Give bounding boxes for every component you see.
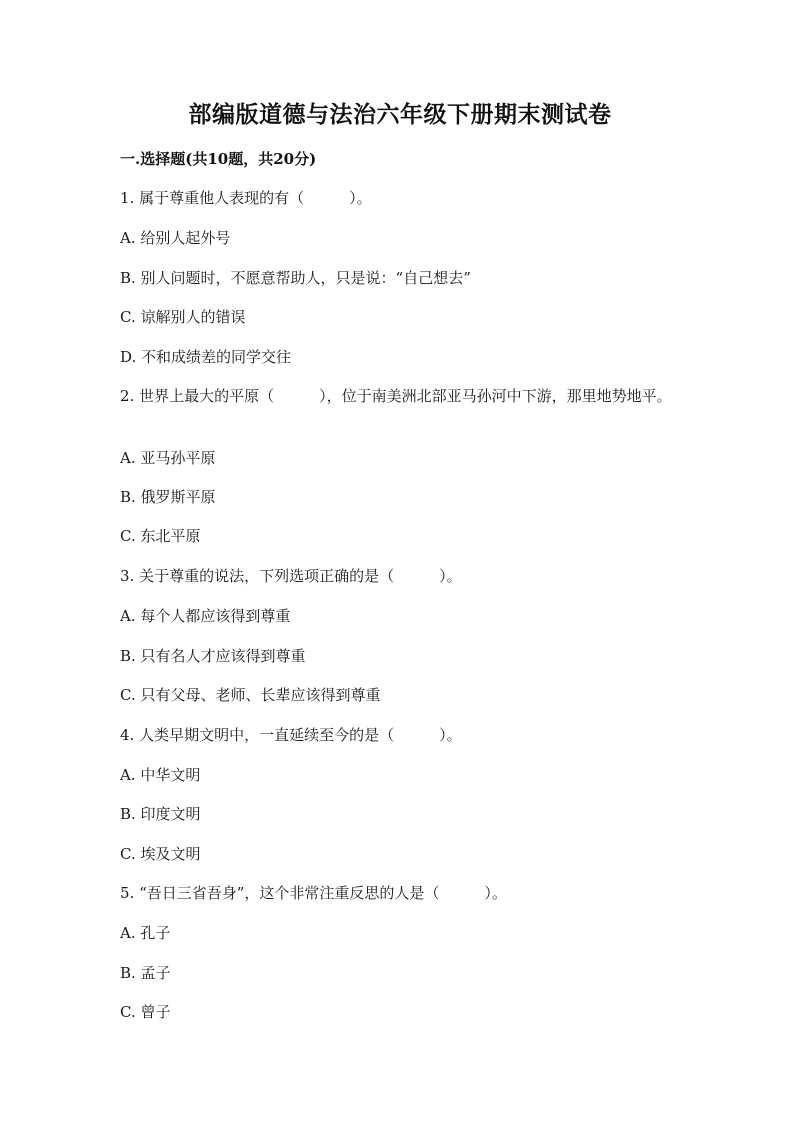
question-1-option-b: B. 别人问题时，不愿意帮助人，只是说：“自己想去”: [120, 269, 471, 287]
question-1-option-c: C. 谅解别人的错误: [120, 308, 246, 326]
question-2-option-a: A. 亚马孙平原: [120, 449, 216, 467]
question-2-stem: 2. 世界上最大的平原（ ），位于南美洲北部亚马孙河中下游，那里地势地平。: [120, 387, 672, 405]
question-3-stem: 3. 关于尊重的说法，下列选项正确的是（ ）。: [120, 567, 462, 585]
question-5-option-b: B. 孟子: [120, 964, 171, 982]
question-1-option-d: D. 不和成绩差的同学交往: [120, 348, 292, 366]
question-4-option-a: A. 中华文明: [120, 766, 201, 784]
document-title: 部编版道德与法治六年级下册期末测试卷: [188, 101, 612, 128]
question-3-option-b: B. 只有名人才应该得到尊重: [120, 647, 306, 665]
question-4-option-c: C. 埃及文明: [120, 845, 201, 863]
question-2-option-b: B. 俄罗斯平原: [120, 488, 216, 506]
question-1-stem: 1. 属于尊重他人表现的有（ ）。: [120, 189, 372, 207]
question-2-option-c: C. 东北平原: [120, 527, 201, 545]
question-3-option-c: C. 只有父母、老师、长辈应该得到尊重: [120, 686, 381, 704]
question-5-option-c: C. 曾子: [120, 1003, 171, 1021]
section-heading: 一.选择题(共10题，共20分): [120, 150, 317, 168]
question-5-option-a: A. 孔子: [120, 924, 171, 942]
question-3-option-a: A. 每个人都应该得到尊重: [120, 607, 291, 625]
question-1-option-a: A. 给别人起外号: [120, 229, 231, 247]
question-4-stem: 4. 人类早期文明中，一直延续至今的是（ ）。: [120, 726, 462, 744]
question-4-option-b: B. 印度文明: [120, 805, 201, 823]
question-5-stem: 5. “吾日三省吾身”，这个非常注重反思的人是（ ）。: [120, 884, 507, 902]
